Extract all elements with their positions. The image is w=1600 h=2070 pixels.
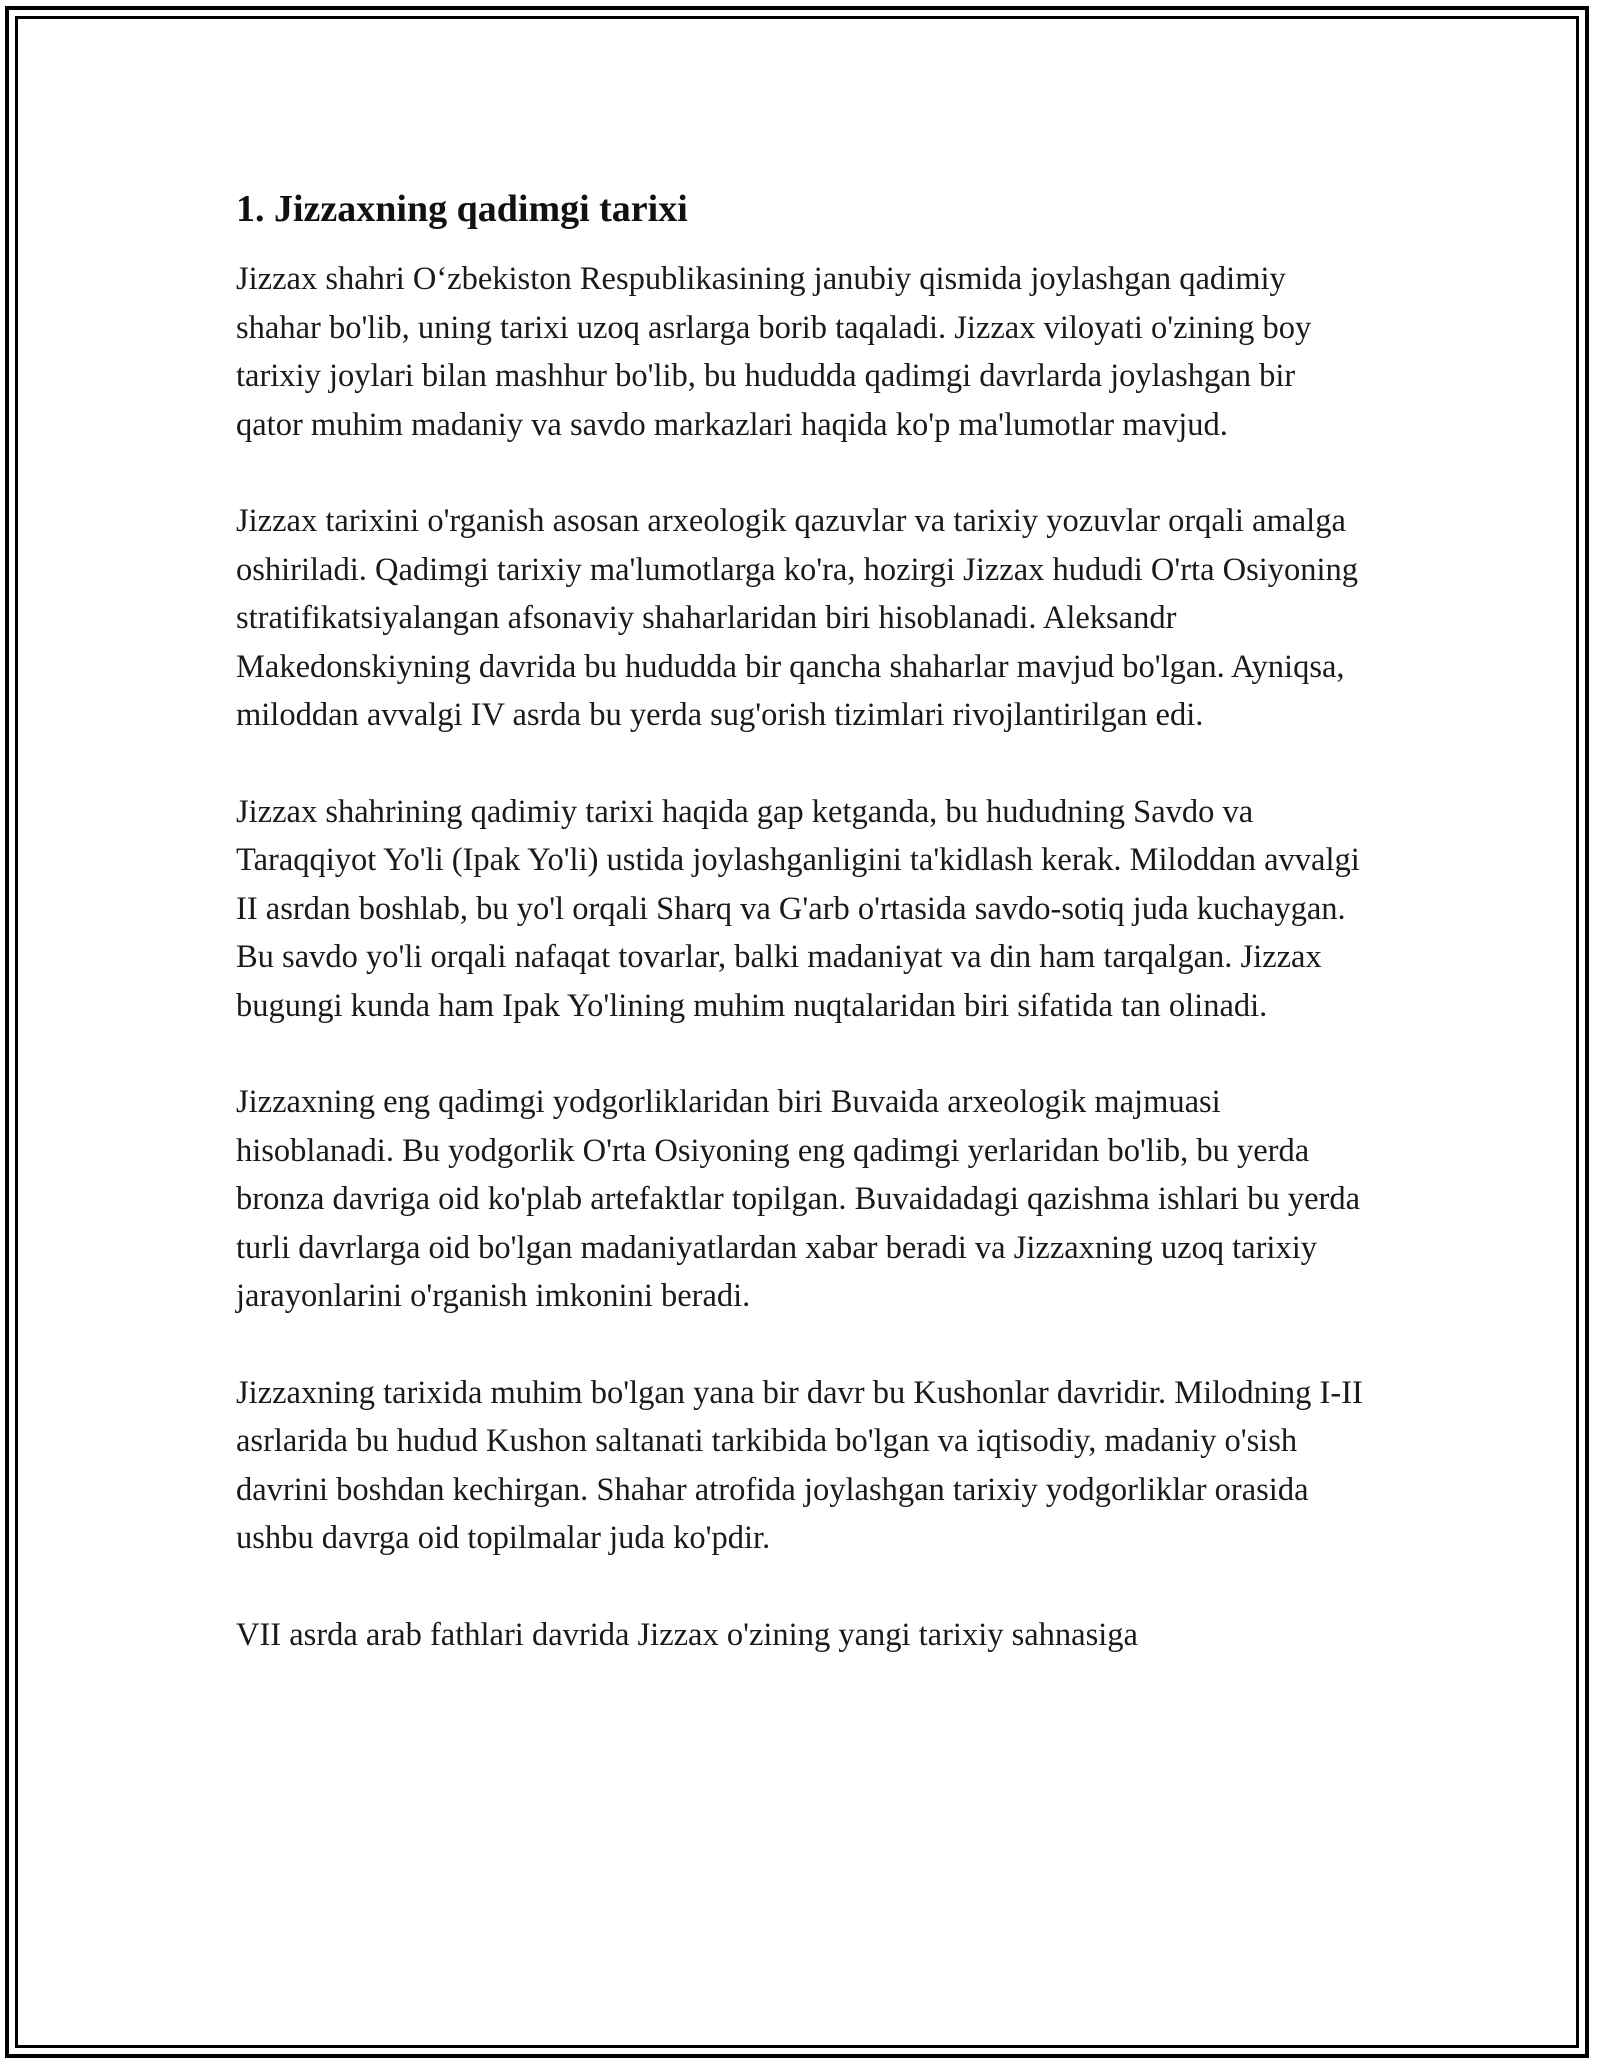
paragraph-2: Jizzax tarixini o'rganish asosan arxeologik qazuvlar va tarixiy yozuvlar orqali amalga oshiriladi. Qadimgi tarixiy ma'lumotlarga ko'ra, hozirgi Jizzax hududi O'rta Osiyoning stratifikatsiyalangan afsonaviy shaharlaridan biri hisoblanadi. Aleksandr Makedonskiyning davrida bu hududda bir qancha shaharlar mavjud bo'lgan. Ayniqsa, miloddan avvalgi IV asrda bu yerda sug'orish tizimlari rivojlantirilgan edi. [236,503,1359,733]
document-body [236,185,1366,1707]
section-heading: 1. Jizzaxning qadimgi tarixi [236,188,688,230]
paragraph-5: Jizzaxning tarixida muhim bo'lgan yana bir davr bu Kushonlar davridir. Milodning I-II asrlarida bu hudud Kushon saltanati tarkibida bo'lgan va iqtisodiy, madaniy o'sish davrini boshdan kechirgan. Shahar atrofida joylashgan tarixiy yodgorliklar orasida ushbu davrga oid topilmalar juda ko'pdir. [236,1374,1363,1556]
paragraph-6: VII asrda arab fathlari davrida Jizzax o'zining yangi tarixiy sahnasiga [236,1616,1138,1653]
paragraph-4: Jizzaxning eng qadimgi yodgorliklaridan biri Buvaida arxeologik majmuasi hisoblanadi. Bu yodgorlik O'rta Osiyoning eng qadimgi yerlaridan bo'lib, bu yerda bronza davriga oid ko'plab artefaktlar topilgan. Buvaidadagi qazishma ishlari bu yerda turli davrlarga oid bo'lgan madaniyatlardan xabar beradi va Jizzaxning uzoq tarixiy jarayonlarini o'rganish imkonini beradi. [236,1084,1361,1314]
paragraph-1: Jizzax shahri O‘zbekiston Respublikasining janubiy qismida joylashgan qadimiy shahar bo'lib, uning tarixi uzoq asrlarga borib taqaladi. Jizzax viloyati o'zining boy tarixiy joylari bilan mashhur bo'lib, bu hududda qadimgi davrlarda joylashgan bir qator muhim madaniy va savdo markazlari haqida ko'p ma'lumotlar mavjud. [236,261,1312,443]
paragraph-3: Jizzax shahrining qadimiy tarixi haqida gap ketganda, bu hududning Savdo va Taraqqiyot Yo'li (Ipak Yo'li) ustida joylashganligini ta'kidlash kerak. Miloddan avvalgi II asrdan boshlab, bu yo'l orqali Sharq va G'arb o'rtasida savdo-sotiq juda kuchaygan. Bu savdo yo'li orqali nafaqat tovarlar, balki madaniyat va din ham tarqalgan. Jizzax bugungi kunda ham Ipak Yo'lining muhim nuqtalaridan biri sifatida tan olinadi. [236,793,1360,1024]
